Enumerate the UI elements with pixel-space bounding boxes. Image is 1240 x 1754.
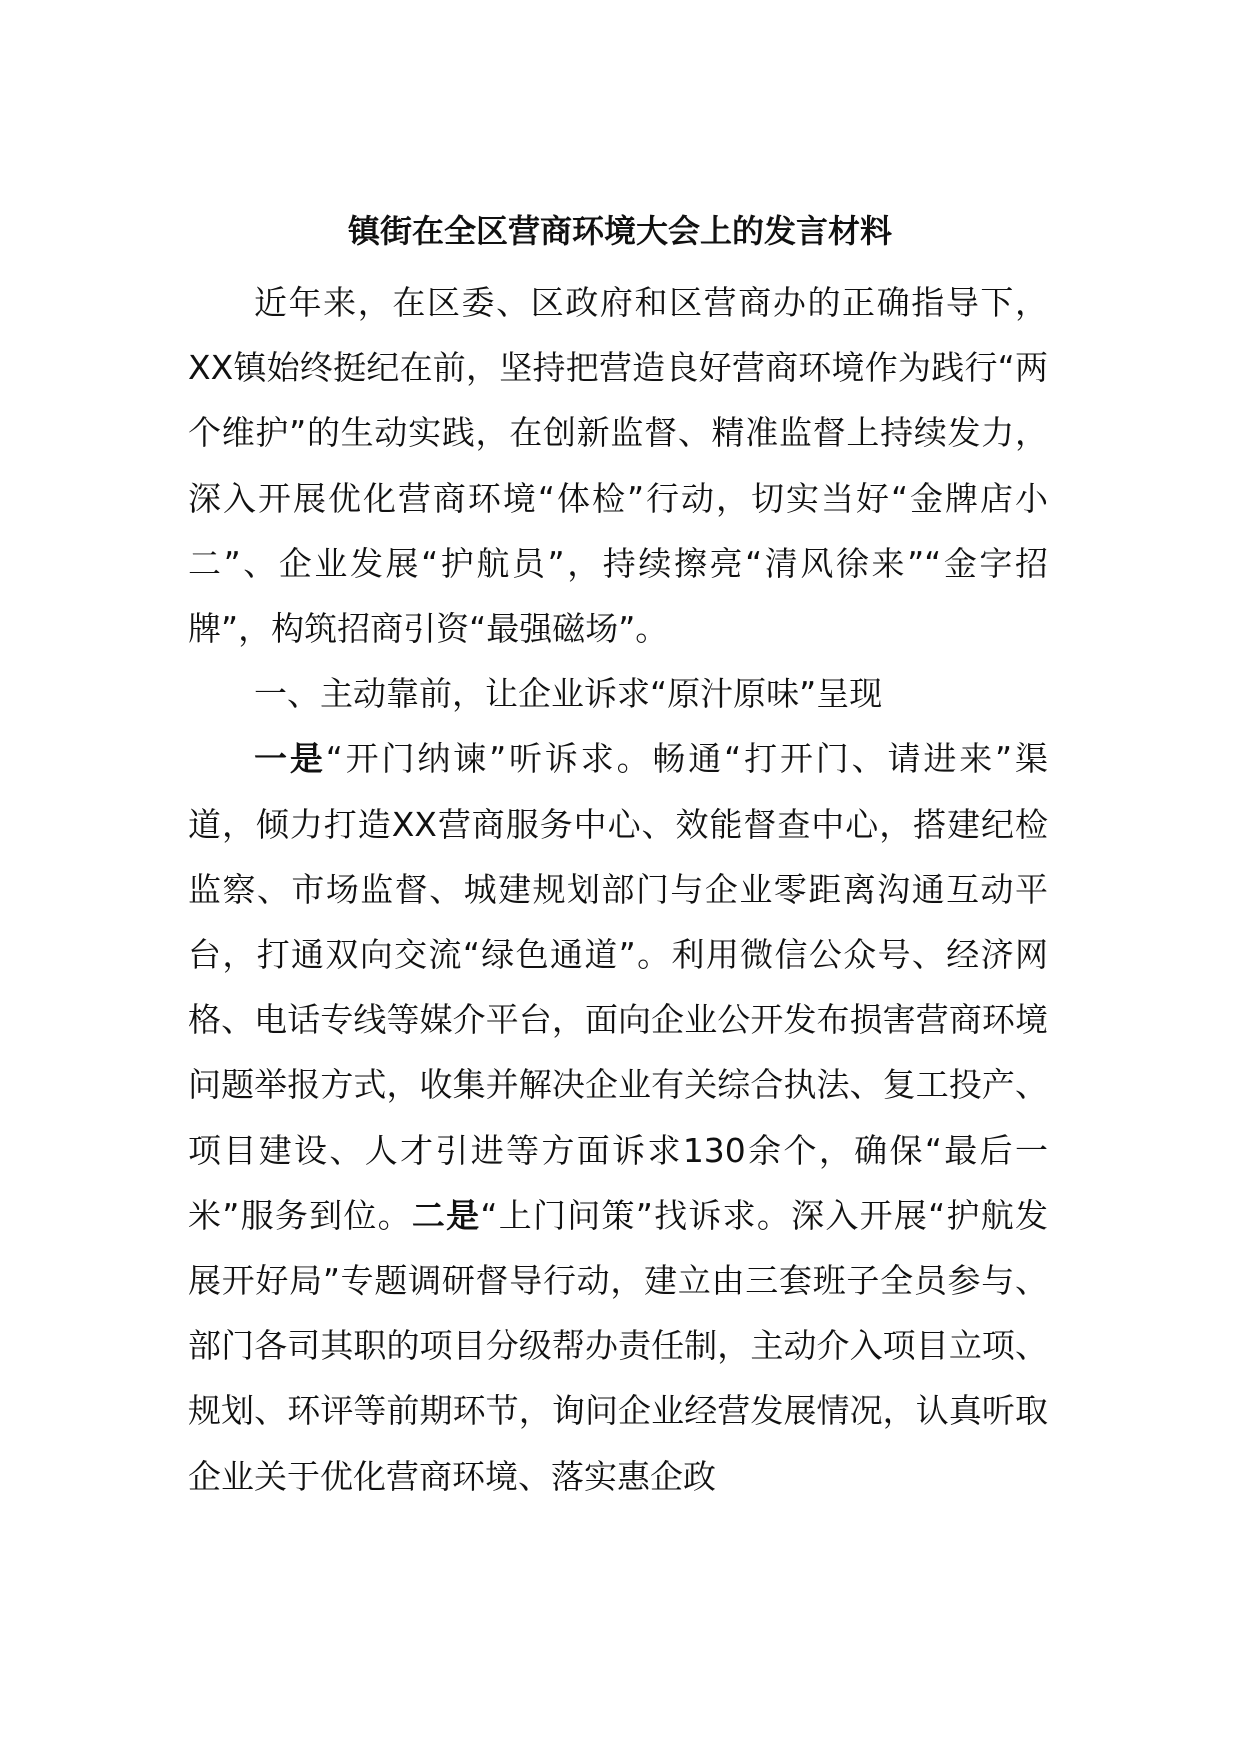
item-text-two: “上门问策”找诉求。深入开展“护航发展开好局”专题调研督导行动，建立由三套班子全员参与、部门各司其职的项目分级帮办责任制，主动介入项目立项、规划、环评等前期环节，询问企业经营发展情况，认真听取企业关于优化营商环境、落实惠企政 [188, 1195, 1048, 1496]
item-lead-one: 一是 [254, 739, 326, 779]
section-paragraph [188, 726, 1048, 1508]
item-lead-two: 二是 [411, 1195, 481, 1235]
section-heading: 一、主动靠前，让企业诉求“原汁原味”呈现 [254, 674, 883, 714]
item-text-one: “开门纳谏”听诉求。畅通“打开门、请进来”渠道，倾力打造XX营商服务中心、效能督查中心，搭建纪检监察、市场监督、城建规划部门与企业零距离沟通互动平台，打通双向交流“绿色通道”。利用微信公众号、经济网格、电话专线等媒介平台，面向企业公开发布损害营商环境问题举报方式，收集并解决企业有关综合执法、复工投产、项目建设、人才引进等方面诉求130余个，确保“最后一米”服务到位。 [188, 739, 1049, 1235]
document-body [188, 270, 1048, 1509]
intro-paragraph: 近年来，在区委、区政府和区营商办的正确指导下，XX镇始终挺纪在前，坚持把营造良好营商环境作为践行“两个维护”的生动实践，在创新监督、精准监督上持续发力，深入开展优化营商环境“体检”行动，切实当好“金牌店小二”、企业发展“护航员”，持续擦亮“清风徐来”“金字招牌”，构筑招商引资“最强磁场”。 [188, 283, 1048, 649]
document-title: 镇街在全区营商环境大会上的发言材料 [347, 212, 892, 250]
